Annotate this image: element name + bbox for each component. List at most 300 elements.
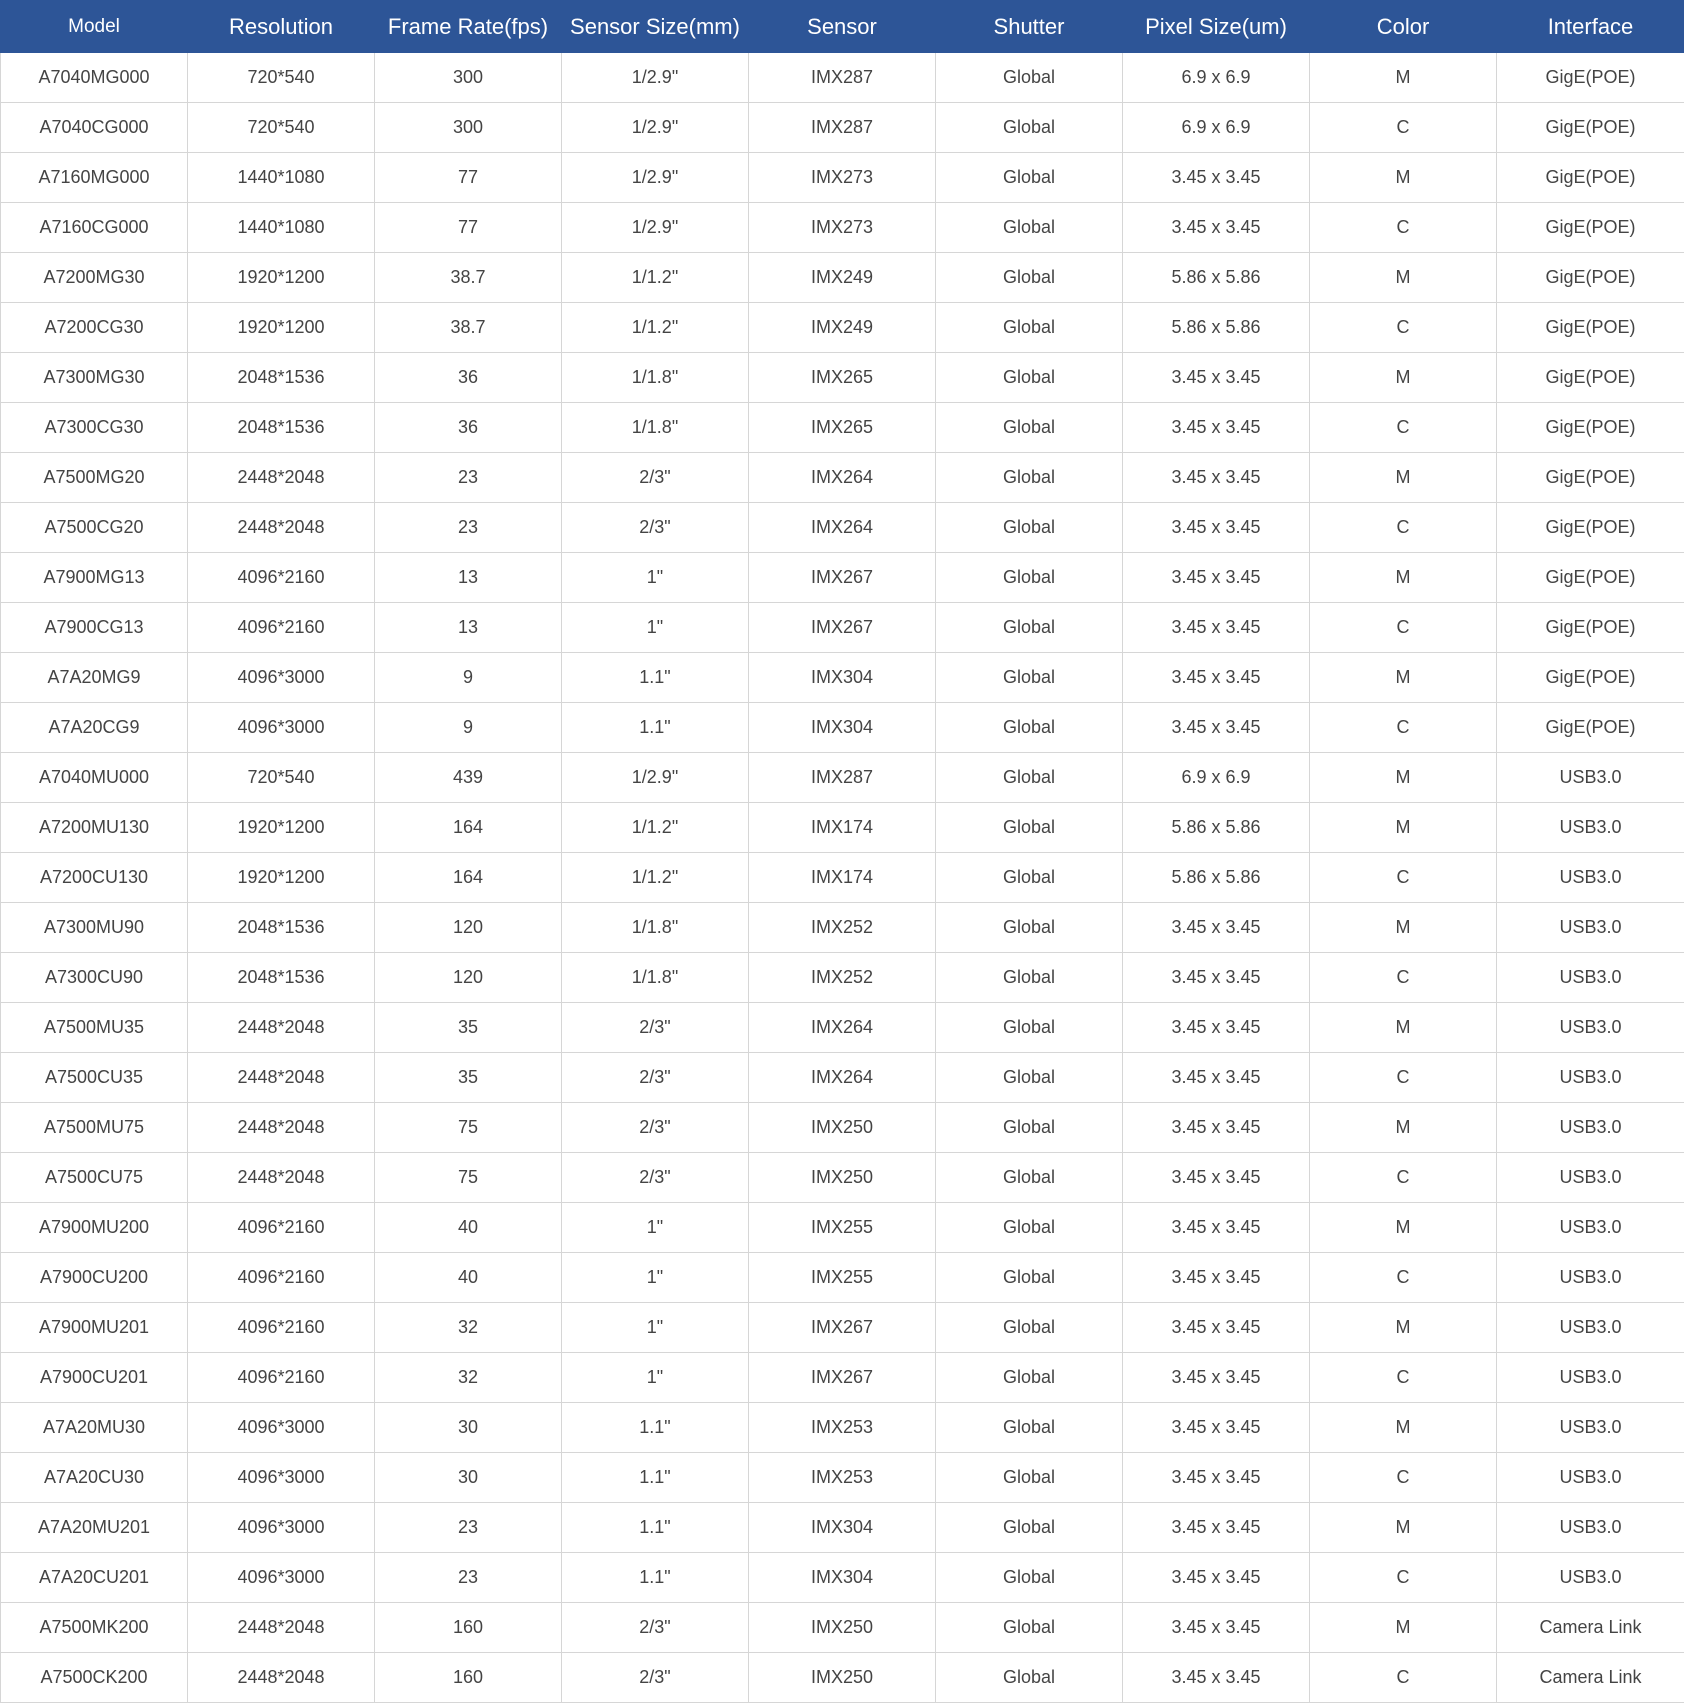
table-cell: C xyxy=(1310,1353,1497,1403)
table-cell: A7900MU201 xyxy=(1,1303,188,1353)
table-cell: 2448*2048 xyxy=(188,503,375,553)
table-cell: 36 xyxy=(375,403,562,453)
table-cell: 1920*1200 xyxy=(188,303,375,353)
table-cell: 5.86 x 5.86 xyxy=(1123,253,1310,303)
table-cell: A7900MU200 xyxy=(1,1203,188,1253)
column-header-color: Color xyxy=(1310,1,1497,53)
table-cell: USB3.0 xyxy=(1497,903,1684,953)
table-row xyxy=(1,203,1684,253)
table-cell: 1/1.2" xyxy=(562,303,749,353)
table-cell: IMX250 xyxy=(749,1103,936,1153)
table-cell: A7A20MU30 xyxy=(1,1403,188,1453)
table-cell: C xyxy=(1310,603,1497,653)
table-cell: 3.45 x 3.45 xyxy=(1123,953,1310,1003)
table-cell: A7300MG30 xyxy=(1,353,188,403)
table-cell: 1" xyxy=(562,1353,749,1403)
table-row xyxy=(1,1053,1684,1103)
table-cell: 1" xyxy=(562,1303,749,1353)
table-cell: M xyxy=(1310,1103,1497,1153)
table-cell: M xyxy=(1310,53,1497,103)
table-cell: 5.86 x 5.86 xyxy=(1123,803,1310,853)
table-cell: 720*540 xyxy=(188,53,375,103)
table-cell: 3.45 x 3.45 xyxy=(1123,453,1310,503)
table-cell: 160 xyxy=(375,1653,562,1703)
table-cell: IMX174 xyxy=(749,803,936,853)
table-cell: 40 xyxy=(375,1203,562,1253)
table-cell: 1/1.2" xyxy=(562,253,749,303)
table-cell: 32 xyxy=(375,1353,562,1403)
table-cell: 30 xyxy=(375,1453,562,1503)
table-cell: Global xyxy=(936,953,1123,1003)
table-cell: Global xyxy=(936,1053,1123,1103)
table-cell: IMX264 xyxy=(749,453,936,503)
table-cell: USB3.0 xyxy=(1497,1053,1684,1103)
table-cell: 3.45 x 3.45 xyxy=(1123,153,1310,203)
table-cell: 300 xyxy=(375,53,562,103)
column-header-sensor: Sensor xyxy=(749,1,936,53)
table-cell: 4096*2160 xyxy=(188,1303,375,1353)
table-cell: IMX267 xyxy=(749,553,936,603)
table-cell: 1/2.9" xyxy=(562,153,749,203)
table-cell: USB3.0 xyxy=(1497,1103,1684,1153)
table-cell: 2/3" xyxy=(562,1603,749,1653)
table-cell: M xyxy=(1310,803,1497,853)
table-cell: 38.7 xyxy=(375,303,562,353)
table-cell: 3.45 x 3.45 xyxy=(1123,903,1310,953)
table-cell: A7500MU75 xyxy=(1,1103,188,1153)
table-cell: M xyxy=(1310,453,1497,503)
table-cell: GigE(POE) xyxy=(1497,203,1684,253)
table-cell: A7200CG30 xyxy=(1,303,188,353)
table-cell: 1/1.8" xyxy=(562,403,749,453)
table-cell: 4096*2160 xyxy=(188,1253,375,1303)
table-cell: IMX250 xyxy=(749,1603,936,1653)
table-cell: 3.45 x 3.45 xyxy=(1123,1653,1310,1703)
table-cell: 164 xyxy=(375,803,562,853)
table-cell: GigE(POE) xyxy=(1497,153,1684,203)
table-row xyxy=(1,853,1684,903)
table-row xyxy=(1,1453,1684,1503)
table-cell: 4096*3000 xyxy=(188,1453,375,1503)
table-cell: M xyxy=(1310,753,1497,803)
table-cell: Global xyxy=(936,1653,1123,1703)
table-cell: IMX265 xyxy=(749,353,936,403)
table-cell: A7900CU201 xyxy=(1,1353,188,1403)
table-cell: A7300CG30 xyxy=(1,403,188,453)
table-cell: Global xyxy=(936,603,1123,653)
table-cell: 3.45 x 3.45 xyxy=(1123,653,1310,703)
table-cell: 1920*1200 xyxy=(188,803,375,853)
table-cell: Global xyxy=(936,703,1123,753)
table-cell: USB3.0 xyxy=(1497,1303,1684,1353)
table-cell: A7A20CU201 xyxy=(1,1553,188,1603)
table-cell: 1920*1200 xyxy=(188,253,375,303)
table-cell: IMX287 xyxy=(749,753,936,803)
table-row xyxy=(1,103,1684,153)
table-cell: 4096*3000 xyxy=(188,653,375,703)
table-cell: 2/3" xyxy=(562,453,749,503)
table-cell: Global xyxy=(936,1603,1123,1653)
table-cell: A7300MU90 xyxy=(1,903,188,953)
table-row xyxy=(1,1103,1684,1153)
table-cell: IMX273 xyxy=(749,203,936,253)
table-cell: Global xyxy=(936,1003,1123,1053)
column-header-interface: Interface xyxy=(1497,1,1684,53)
table-cell: 23 xyxy=(375,1553,562,1603)
table-cell: Global xyxy=(936,1103,1123,1153)
table-cell: 77 xyxy=(375,153,562,203)
table-cell: M xyxy=(1310,1503,1497,1553)
table-cell: 13 xyxy=(375,603,562,653)
table-cell: Global xyxy=(936,753,1123,803)
table-cell: Global xyxy=(936,153,1123,203)
table-cell: Global xyxy=(936,203,1123,253)
table-cell: 3.45 x 3.45 xyxy=(1123,553,1310,603)
table-cell: 160 xyxy=(375,1603,562,1653)
table-cell: 3.45 x 3.45 xyxy=(1123,1053,1310,1103)
table-cell: 38.7 xyxy=(375,253,562,303)
table-cell: Global xyxy=(936,1403,1123,1453)
table-cell: A7A20MG9 xyxy=(1,653,188,703)
table-cell: Global xyxy=(936,303,1123,353)
table-cell: GigE(POE) xyxy=(1497,53,1684,103)
table-cell: A7200MG30 xyxy=(1,253,188,303)
table-row xyxy=(1,1553,1684,1603)
table-cell: 1/2.9" xyxy=(562,103,749,153)
table-cell: USB3.0 xyxy=(1497,1003,1684,1053)
table-cell: 9 xyxy=(375,703,562,753)
table-cell: IMX250 xyxy=(749,1653,936,1703)
table-cell: IMX255 xyxy=(749,1203,936,1253)
table-cell: USB3.0 xyxy=(1497,1553,1684,1603)
table-cell: 1" xyxy=(562,553,749,603)
table-cell: 1/2.9" xyxy=(562,203,749,253)
table-cell: Global xyxy=(936,803,1123,853)
table-cell: 3.45 x 3.45 xyxy=(1123,1303,1310,1353)
table-cell: 2/3" xyxy=(562,503,749,553)
table-cell: 1/2.9" xyxy=(562,53,749,103)
table-cell: GigE(POE) xyxy=(1497,653,1684,703)
table-cell: 4096*2160 xyxy=(188,1203,375,1253)
table-cell: C xyxy=(1310,503,1497,553)
table-row xyxy=(1,153,1684,203)
table-cell: 2/3" xyxy=(562,1653,749,1703)
table-cell: 3.45 x 3.45 xyxy=(1123,603,1310,653)
table-cell: C xyxy=(1310,953,1497,1003)
column-header-model: Model xyxy=(1,1,188,53)
table-cell: M xyxy=(1310,1603,1497,1653)
table-cell: 2448*2048 xyxy=(188,1153,375,1203)
column-header-resolution: Resolution xyxy=(188,1,375,53)
table-row xyxy=(1,1653,1684,1703)
table-cell: IMX287 xyxy=(749,103,936,153)
table-row xyxy=(1,303,1684,353)
table-cell: Global xyxy=(936,1453,1123,1503)
table-row xyxy=(1,353,1684,403)
table-cell: 4096*3000 xyxy=(188,1503,375,1553)
table-row xyxy=(1,753,1684,803)
table-cell: 1920*1200 xyxy=(188,853,375,903)
table-cell: 36 xyxy=(375,353,562,403)
table-cell: A7900MG13 xyxy=(1,553,188,603)
column-header-frame-rate-fps: Frame Rate(fps) xyxy=(375,1,562,53)
table-cell: 2448*2048 xyxy=(188,453,375,503)
table-cell: 75 xyxy=(375,1103,562,1153)
table-cell: C xyxy=(1310,1153,1497,1203)
table-cell: GigE(POE) xyxy=(1497,603,1684,653)
table-cell: C xyxy=(1310,103,1497,153)
table-cell: A7A20CU30 xyxy=(1,1453,188,1503)
table-cell: 32 xyxy=(375,1303,562,1353)
table-cell: Camera Link xyxy=(1497,1653,1684,1703)
table-cell: USB3.0 xyxy=(1497,953,1684,1003)
table-cell: A7500MU35 xyxy=(1,1003,188,1053)
table-cell: A7A20CG9 xyxy=(1,703,188,753)
table-cell: 40 xyxy=(375,1253,562,1303)
table-cell: 5.86 x 5.86 xyxy=(1123,853,1310,903)
table-cell: IMX304 xyxy=(749,1503,936,1553)
table-cell: 3.45 x 3.45 xyxy=(1123,503,1310,553)
table-cell: USB3.0 xyxy=(1497,1403,1684,1453)
table-cell: 1/1.2" xyxy=(562,853,749,903)
table-row xyxy=(1,453,1684,503)
table-cell: USB3.0 xyxy=(1497,1203,1684,1253)
table-cell: USB3.0 xyxy=(1497,1353,1684,1403)
table-cell: 4096*3000 xyxy=(188,1553,375,1603)
table-cell: 2/3" xyxy=(562,1053,749,1103)
table-cell: A7500CK200 xyxy=(1,1653,188,1703)
table-cell: IMX264 xyxy=(749,1003,936,1053)
table-cell: IMX273 xyxy=(749,153,936,203)
table-cell: 1.1" xyxy=(562,1453,749,1503)
table-cell: IMX249 xyxy=(749,303,936,353)
table-cell: 1/2.9" xyxy=(562,753,749,803)
table-cell: 23 xyxy=(375,503,562,553)
table-cell: 4096*3000 xyxy=(188,1403,375,1453)
table-cell: 120 xyxy=(375,903,562,953)
table-header-row xyxy=(1,1,1684,53)
table-cell: 2/3" xyxy=(562,1003,749,1053)
table-cell: 4096*2160 xyxy=(188,553,375,603)
table-cell: 2448*2048 xyxy=(188,1603,375,1653)
table-cell: 3.45 x 3.45 xyxy=(1123,1453,1310,1503)
table-cell: Global xyxy=(936,553,1123,603)
table-cell: 35 xyxy=(375,1053,562,1103)
table-cell: 30 xyxy=(375,1403,562,1453)
table-cell: IMX267 xyxy=(749,1303,936,1353)
table-cell: 300 xyxy=(375,103,562,153)
table-cell: A7500MG20 xyxy=(1,453,188,503)
table-cell: 720*540 xyxy=(188,753,375,803)
table-cell: Global xyxy=(936,503,1123,553)
table-cell: C xyxy=(1310,853,1497,903)
table-cell: 3.45 x 3.45 xyxy=(1123,1153,1310,1203)
table-cell: IMX304 xyxy=(749,653,936,703)
table-cell: Global xyxy=(936,1503,1123,1553)
table-cell: A7200MU130 xyxy=(1,803,188,853)
table-cell: 2448*2048 xyxy=(188,1003,375,1053)
table-cell: USB3.0 xyxy=(1497,1153,1684,1203)
table-row xyxy=(1,1003,1684,1053)
table-cell: Global xyxy=(936,1353,1123,1403)
table-cell: Global xyxy=(936,903,1123,953)
table-cell: 164 xyxy=(375,853,562,903)
table-cell: C xyxy=(1310,1453,1497,1503)
table-cell: 35 xyxy=(375,1003,562,1053)
table-cell: 3.45 x 3.45 xyxy=(1123,1553,1310,1603)
table-cell: M xyxy=(1310,1003,1497,1053)
column-header-shutter: Shutter xyxy=(936,1,1123,53)
table-cell: Global xyxy=(936,1553,1123,1603)
table-cell: 1.1" xyxy=(562,703,749,753)
table-cell: A7040CG000 xyxy=(1,103,188,153)
table-cell: 1/1.8" xyxy=(562,903,749,953)
table-cell: 3.45 x 3.45 xyxy=(1123,1203,1310,1253)
table-row xyxy=(1,803,1684,853)
table-cell: A7500CU35 xyxy=(1,1053,188,1103)
table-cell: 2/3" xyxy=(562,1153,749,1203)
table-cell: A7160CG000 xyxy=(1,203,188,253)
table-cell: C xyxy=(1310,703,1497,753)
table-cell: 1" xyxy=(562,603,749,653)
table-cell: IMX264 xyxy=(749,1053,936,1103)
table-cell: 1.1" xyxy=(562,1503,749,1553)
table-cell: 2448*2048 xyxy=(188,1053,375,1103)
table-cell: Global xyxy=(936,453,1123,503)
table-cell: IMX267 xyxy=(749,1353,936,1403)
table-cell: M xyxy=(1310,903,1497,953)
table-row xyxy=(1,1203,1684,1253)
table-cell: GigE(POE) xyxy=(1497,703,1684,753)
table-cell: 1440*1080 xyxy=(188,153,375,203)
table-row xyxy=(1,1303,1684,1353)
table-cell: 9 xyxy=(375,653,562,703)
table-cell: 1.1" xyxy=(562,1403,749,1453)
column-header-sensor-size-mm: Sensor Size(mm) xyxy=(562,1,749,53)
table-cell: IMX174 xyxy=(749,853,936,903)
table-cell: 720*540 xyxy=(188,103,375,153)
table-row xyxy=(1,503,1684,553)
table-row xyxy=(1,953,1684,1003)
table-cell: 4096*2160 xyxy=(188,603,375,653)
table-cell: A7900CU200 xyxy=(1,1253,188,1303)
table-cell: 1/1.8" xyxy=(562,953,749,1003)
table-cell: GigE(POE) xyxy=(1497,303,1684,353)
table-cell: A7500CU75 xyxy=(1,1153,188,1203)
table-cell: Global xyxy=(936,253,1123,303)
table-cell: IMX287 xyxy=(749,53,936,103)
table-cell: M xyxy=(1310,1403,1497,1453)
table-cell: IMX267 xyxy=(749,603,936,653)
table-row xyxy=(1,253,1684,303)
table-cell: Global xyxy=(936,353,1123,403)
table-cell: 1.1" xyxy=(562,653,749,703)
table-cell: 3.45 x 3.45 xyxy=(1123,1353,1310,1403)
table-cell: GigE(POE) xyxy=(1497,553,1684,603)
table-cell: 2448*2048 xyxy=(188,1653,375,1703)
table-cell: 1/1.8" xyxy=(562,353,749,403)
table-cell: A7200CU130 xyxy=(1,853,188,903)
table-cell: GigE(POE) xyxy=(1497,503,1684,553)
table-cell: 1" xyxy=(562,1253,749,1303)
table-cell: 23 xyxy=(375,453,562,503)
table-cell: 3.45 x 3.45 xyxy=(1123,703,1310,753)
table-cell: C xyxy=(1310,403,1497,453)
table-cell: 13 xyxy=(375,553,562,603)
table-cell: 3.45 x 3.45 xyxy=(1123,1503,1310,1553)
table-cell: Global xyxy=(936,103,1123,153)
table-row xyxy=(1,1503,1684,1553)
table-cell: IMX252 xyxy=(749,903,936,953)
table-cell: Global xyxy=(936,53,1123,103)
table-cell: GigE(POE) xyxy=(1497,353,1684,403)
table-cell: A7900CG13 xyxy=(1,603,188,653)
table-cell: 5.86 x 5.86 xyxy=(1123,303,1310,353)
table-row xyxy=(1,553,1684,603)
table-cell: 6.9 x 6.9 xyxy=(1123,753,1310,803)
table-cell: USB3.0 xyxy=(1497,853,1684,903)
table-row xyxy=(1,653,1684,703)
table-cell: Global xyxy=(936,1253,1123,1303)
table-cell: 1/1.2" xyxy=(562,803,749,853)
table-cell: 4096*2160 xyxy=(188,1353,375,1403)
table-cell: 4096*3000 xyxy=(188,703,375,753)
table-cell: 6.9 x 6.9 xyxy=(1123,103,1310,153)
table-cell: A7040MU000 xyxy=(1,753,188,803)
table-cell: A7500MK200 xyxy=(1,1603,188,1653)
table-row xyxy=(1,1603,1684,1653)
table-cell: 3.45 x 3.45 xyxy=(1123,1103,1310,1153)
table-row xyxy=(1,903,1684,953)
table-row xyxy=(1,403,1684,453)
table-cell: USB3.0 xyxy=(1497,1253,1684,1303)
table-cell: 23 xyxy=(375,1503,562,1553)
table-cell: 3.45 x 3.45 xyxy=(1123,1253,1310,1303)
table-cell: 2048*1536 xyxy=(188,353,375,403)
table-cell: A7160MG000 xyxy=(1,153,188,203)
table-cell: Global xyxy=(936,1303,1123,1353)
table-cell: 75 xyxy=(375,1153,562,1203)
table-cell: M xyxy=(1310,1303,1497,1353)
table-row xyxy=(1,53,1684,103)
table-cell: C xyxy=(1310,1553,1497,1603)
table-cell: A7040MG000 xyxy=(1,53,188,103)
table-cell: C xyxy=(1310,203,1497,253)
table-body xyxy=(1,53,1684,1703)
table-cell: IMX253 xyxy=(749,1403,936,1453)
table-cell: 6.9 x 6.9 xyxy=(1123,53,1310,103)
table-cell: IMX304 xyxy=(749,1553,936,1603)
table-cell: GigE(POE) xyxy=(1497,403,1684,453)
table-cell: 3.45 x 3.45 xyxy=(1123,1603,1310,1653)
table-cell: A7300CU90 xyxy=(1,953,188,1003)
table-cell: USB3.0 xyxy=(1497,1503,1684,1553)
table-cell: C xyxy=(1310,1253,1497,1303)
table-row xyxy=(1,1253,1684,1303)
table-cell: 1440*1080 xyxy=(188,203,375,253)
table-cell: Global xyxy=(936,1153,1123,1203)
table-cell: USB3.0 xyxy=(1497,803,1684,853)
table-cell: USB3.0 xyxy=(1497,1453,1684,1503)
table-cell: 3.45 x 3.45 xyxy=(1123,203,1310,253)
table-cell: Global xyxy=(936,853,1123,903)
table-cell: GigE(POE) xyxy=(1497,103,1684,153)
table-cell: 439 xyxy=(375,753,562,803)
table-cell: 2048*1536 xyxy=(188,903,375,953)
table-cell: Global xyxy=(936,653,1123,703)
table-cell: IMX250 xyxy=(749,1153,936,1203)
table-cell: M xyxy=(1310,653,1497,703)
